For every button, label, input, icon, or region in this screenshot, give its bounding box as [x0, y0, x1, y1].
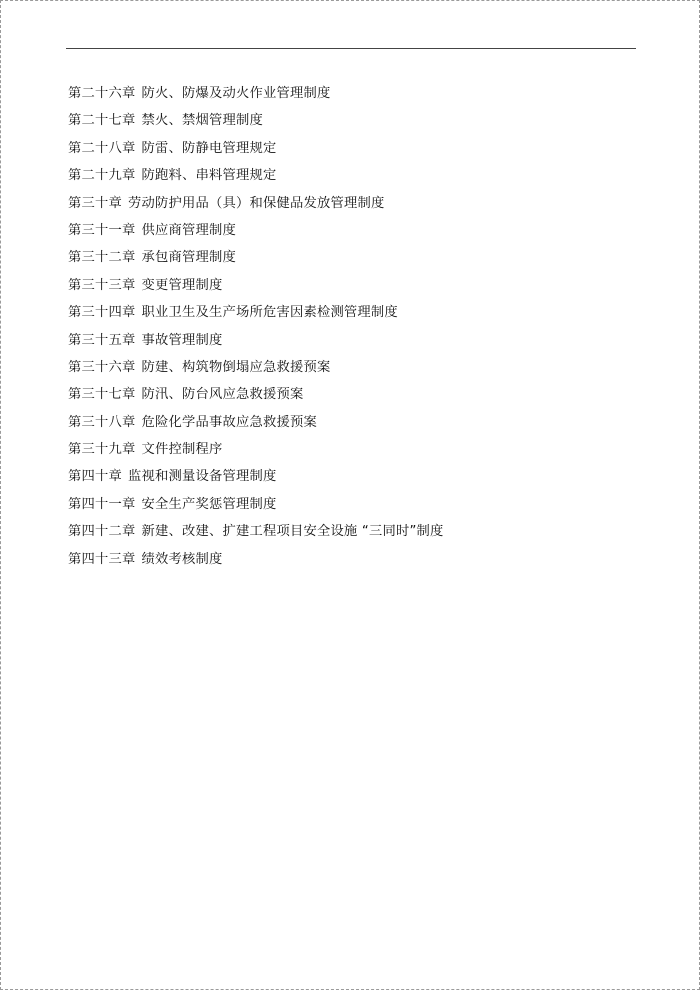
chapter-number: 第三十章 [68, 195, 122, 211]
chapter-title: 劳动防护用品（具）和保健品发放管理制度 [128, 195, 385, 211]
chapter-title: 安全生产奖惩管理制度 [141, 496, 277, 512]
toc-item [68, 439, 444, 466]
toc-item [68, 138, 444, 165]
chapter-title: 变更管理制度 [141, 277, 223, 293]
chapter-title: 防跑料、串料管理规定 [141, 168, 277, 184]
toc-item [68, 384, 444, 411]
chapter-title: 绩效考核制度 [141, 551, 223, 567]
chapter-title: 新建、改建、扩建工程项目安全设施 “三同时”制度 [141, 524, 444, 540]
chapter-title: 防汛、防台风应急救援预案 [141, 387, 304, 403]
chapter-number: 第三十二章 [68, 250, 136, 266]
toc-item [68, 330, 444, 357]
toc-item [68, 302, 444, 329]
chapter-number: 第三十七章 [68, 387, 136, 403]
chapter-title: 禁火、禁烟管理制度 [141, 113, 263, 129]
toc-item [68, 466, 444, 493]
toc-item [68, 494, 444, 521]
chapter-number: 第二十八章 [68, 140, 136, 156]
toc-item [68, 165, 444, 192]
toc-item [68, 275, 444, 302]
toc-item [68, 412, 444, 439]
toc-item [68, 83, 444, 110]
toc-item [68, 110, 444, 137]
toc-item [68, 193, 444, 220]
chapter-title: 事故管理制度 [141, 332, 223, 348]
chapter-title: 危险化学品事故应急救援预案 [141, 414, 317, 430]
toc-item [68, 247, 444, 274]
chapter-number: 第三十九章 [68, 442, 136, 458]
toc-item [68, 521, 444, 548]
chapter-number: 第四十一章 [68, 496, 136, 512]
chapter-title: 防建、构筑物倒塌应急救援预案 [141, 359, 331, 375]
chapter-number: 第二十九章 [68, 168, 136, 184]
chapter-number: 第三十六章 [68, 359, 136, 375]
toc-item [68, 220, 444, 247]
chapter-number: 第二十六章 [68, 86, 136, 101]
header-rule [66, 48, 636, 49]
chapter-number: 第二十七章 [68, 113, 136, 129]
chapter-number: 第三十五章 [68, 332, 136, 348]
chapter-number: 第四十二章 [68, 524, 136, 540]
chapter-number: 第四十章 [68, 469, 122, 485]
chapter-title: 文件控制程序 [141, 442, 223, 458]
chapter-number: 第三十八章 [68, 414, 136, 430]
chapter-number: 第三十三章 [68, 277, 136, 293]
toc-item [68, 549, 444, 576]
toc-item [68, 357, 444, 384]
chapter-title: 监视和测量设备管理制度 [128, 469, 277, 485]
chapter-number: 第四十三章 [68, 551, 136, 567]
chapter-title: 防雷、防静电管理规定 [141, 140, 277, 156]
chapter-number: 第三十一章 [68, 222, 136, 238]
chapter-title: 供应商管理制度 [141, 222, 236, 238]
chapter-number: 第三十四章 [68, 305, 136, 321]
chapter-title: 承包商管理制度 [141, 250, 236, 266]
table-of-contents [68, 83, 444, 576]
chapter-title: 防火、防爆及动火作业管理制度 [141, 86, 331, 101]
chapter-title: 职业卫生及生产场所危害因素检测管理制度 [141, 305, 398, 321]
